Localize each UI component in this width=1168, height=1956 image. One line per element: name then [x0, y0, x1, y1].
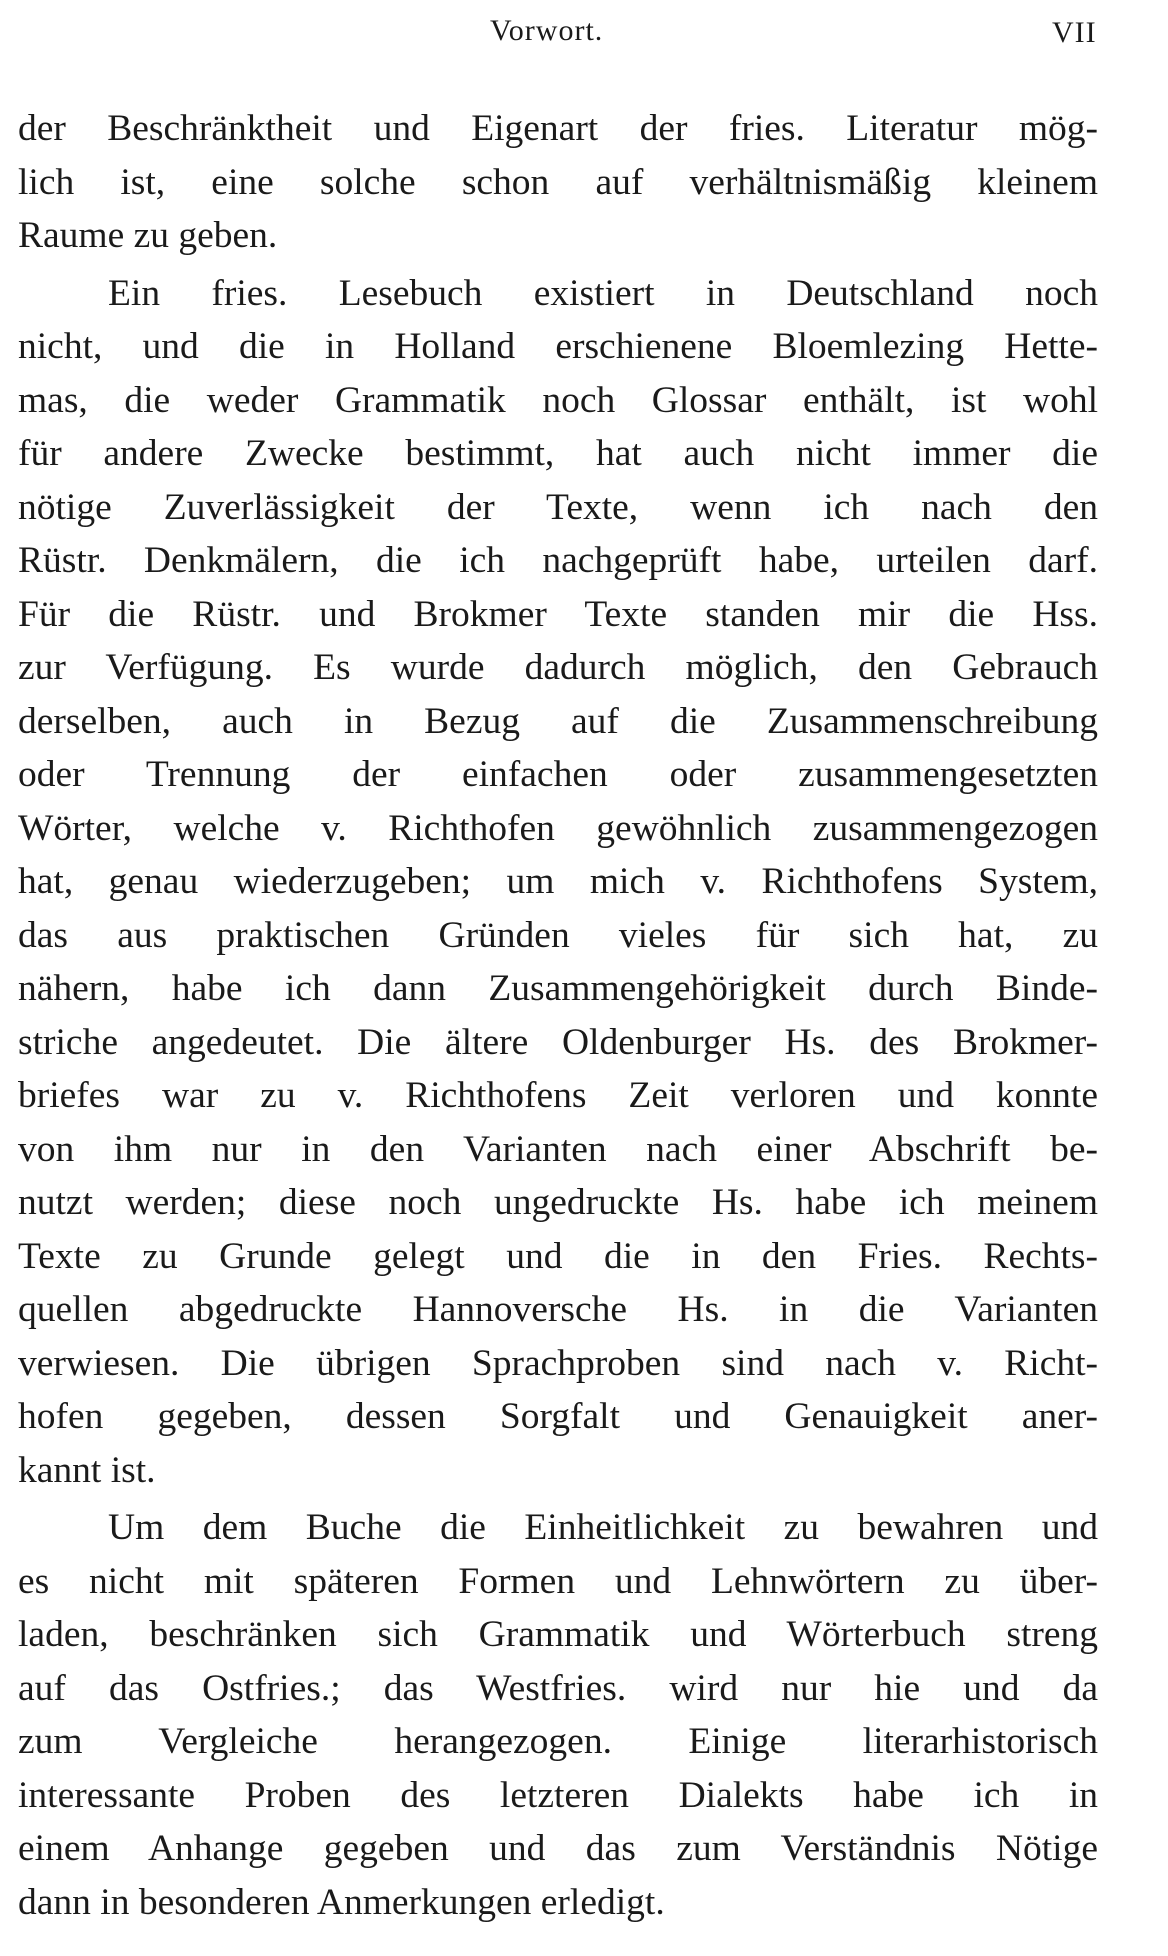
text-line: Rüstr. Denkmälern, die ich nachgeprüft habe, urteilen darf. — [18, 540, 1098, 581]
text-line: quellen abgedruckte Hannoversche Hs. in die Varianten — [18, 1289, 1098, 1330]
text-line: Texte zu Grunde gelegt und die in den Fries. Rechts- — [18, 1235, 1098, 1277]
running-head-title: Vorwort. — [490, 14, 604, 47]
text-line: es nicht mit späteren Formen und Lehnwörtern zu über- — [18, 1560, 1098, 1602]
text-line: laden, beschränken sich Grammatik und Wörterbuch streng — [18, 1614, 1098, 1655]
text-line: hat, genau wiederzugeben; um mich v. Richthofens System, — [18, 861, 1098, 902]
text-line: für andere Zwecke bestimmt, hat auch nicht immer die — [18, 433, 1098, 474]
text-line: dann in besonderen Anmerkungen erledigt. — [18, 1881, 665, 1923]
text-line: Wörter, welche v. Richthofen gewöhnlich zusammengezogen — [18, 807, 1098, 849]
text-line: derselben, auch in Bezug auf die Zusammenschreibung — [18, 700, 1098, 742]
text-line: Ein fries. Lesebuch existiert in Deutschland noch — [108, 272, 1098, 314]
body-text — [18, 102, 1098, 1929]
text-line: der Beschränktheit und Eigenart der fries. Literatur mög- — [18, 108, 1098, 149]
paragraph — [18, 1501, 1098, 1929]
text-line: Raume zu geben. — [18, 215, 278, 256]
text-line: nicht, und die in Holland erschienene Bloemlezing Hette- — [18, 326, 1098, 367]
running-head — [0, 14, 1168, 58]
text-line: Um dem Buche die Einheitlichkeit zu bewahren und — [108, 1507, 1098, 1548]
paragraph — [18, 102, 1098, 263]
text-line: mas, die weder Grammatik noch Glossar enthält, ist wohl — [18, 379, 1098, 421]
text-line: kannt ist. — [18, 1449, 156, 1491]
text-line: nötige Zuverlässigkeit der Texte, wenn ich nach den — [18, 486, 1098, 528]
text-line: das aus praktischen Gründen vieles für sich hat, zu — [18, 914, 1098, 956]
text-line: interessante Proben des letzteren Dialekts habe ich in — [18, 1774, 1098, 1816]
text-line: briefes war zu v. Richthofens Zeit verloren und konnte — [18, 1075, 1098, 1116]
text-line: lich ist, eine solche schon auf verhältnismäßig kleinem — [18, 161, 1098, 203]
text-line: zum Vergleiche herangezogen. Einige literarhistorisch — [18, 1721, 1098, 1762]
text-line: von ihm nur in den Varianten nach einer Abschrift be- — [18, 1128, 1098, 1170]
text-line: verwiesen. Die übrigen Sprachproben sind nach v. Richt- — [18, 1342, 1098, 1384]
text-line: einem Anhange gegeben und das zum Verständnis Nötige — [18, 1828, 1098, 1869]
text-line: zur Verfügung. Es wurde dadurch möglich, den Gebrauch — [18, 647, 1098, 688]
text-line: auf das Ostfries.; das Westfries. wird nur hie und da — [18, 1667, 1098, 1709]
paragraph — [18, 267, 1098, 1498]
text-line: nutzt werden; diese noch ungedruckte Hs. habe ich meinem — [18, 1182, 1098, 1223]
text-line: Für die Rüstr. und Brokmer Texte standen mir die Hss. — [18, 593, 1098, 635]
page-number: VII — [1052, 16, 1097, 49]
text-line: hofen gegeben, dessen Sorgfalt und Genauigkeit aner- — [18, 1396, 1098, 1437]
text-line: striche angedeutet. Die ältere Oldenburger Hs. des Brokmer- — [18, 1021, 1098, 1063]
text-line: nähern, habe ich dann Zusammengehörigkeit durch Binde- — [18, 968, 1098, 1009]
text-line: oder Trennung der einfachen oder zusammengesetzten — [18, 754, 1098, 795]
